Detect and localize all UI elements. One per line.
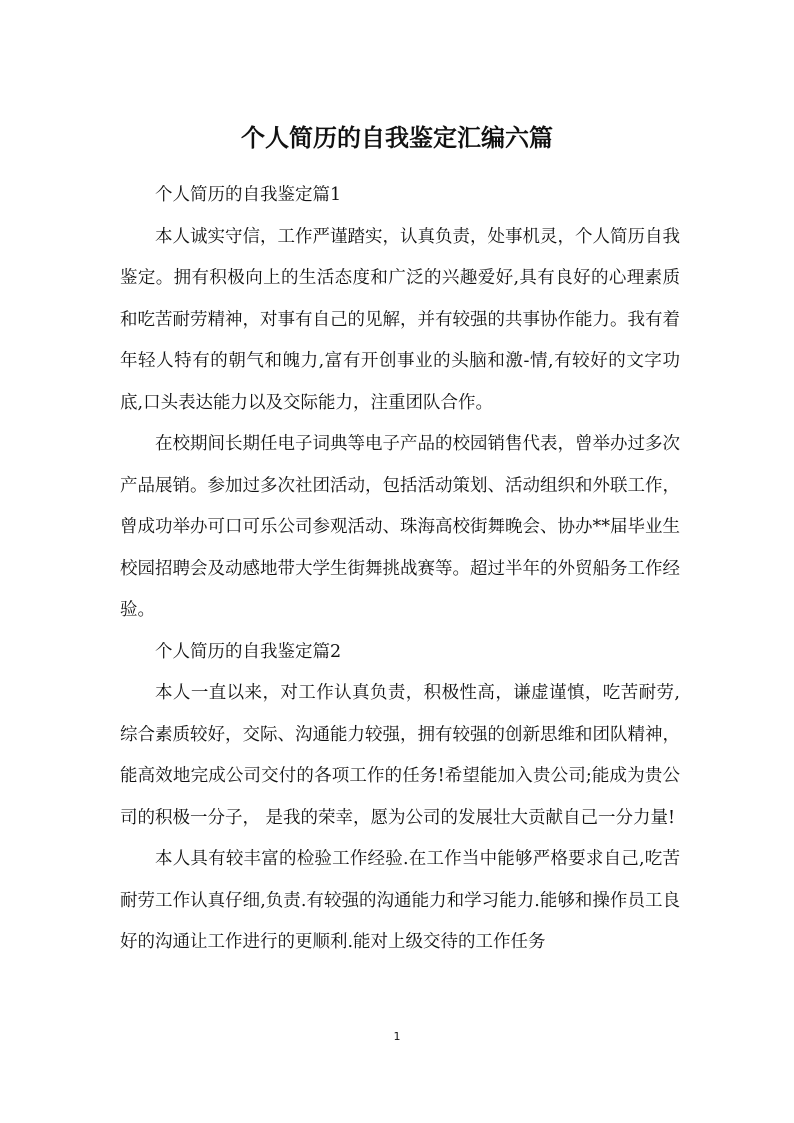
section-heading-2: 个人简历的自我鉴定篇2	[155, 641, 342, 662]
paragraph-1: 本人诚实守信，工作严谨踏实，认真负责，处事机灵，个人简历自我鉴定。拥有积极向上的生活态度和广泛的兴趣爱好,具有良好的心理素质和吃苦耐劳精神，对事有自己的见解，并有较强的共事协作能力。我有着年轻人特有的朝气和魄力,富有开创事业的头脑和激-情,有较好的文字功底,口头表达能力以及交际能力，注重团队合作。	[120, 226, 680, 413]
document-title: 个人简历的自我鉴定汇编六篇	[241, 124, 553, 152]
page-number: 1	[393, 1030, 401, 1043]
section-heading-1: 个人简历的自我鉴定篇1	[155, 185, 342, 205]
document-body	[120, 175, 680, 964]
paragraph-4: 本人具有较丰富的检验工作经验.在工作当中能够严格要求自己,吃苦耐劳工作认真仔细,负责.有较强的沟通能力和学习能力.能够和操作员工良好的沟通让工作进行的更顺利.能对上级交待的工作任务	[120, 849, 680, 952]
paragraph-3: 本人一直以来，对工作认真负责，积极性高，谦虚谨慎，吃苦耐劳,综合素质较好，交际、沟通能力较强，拥有较强的创新思维和团队精神，能高效地完成公司交付的各项工作的任务!希望能加入贵公司;能成为贵公司的积极一分子， 是我的荣幸，愿为公司的发展壮大贡献自己一分力量!	[120, 683, 680, 828]
paragraph-2: 在校期间长期任电子词典等电子产品的校园销售代表，曾举办过多次产品展销。参加过多次社团活动，包括活动策划、活动组织和外联工作，曾成功举办可口可乐公司参观活动、珠海高校街舞晚会、协办**届毕业生校园招聘会及动感地带大学生街舞挑战赛等。超过半年的外贸船务工作经验。	[120, 434, 680, 620]
